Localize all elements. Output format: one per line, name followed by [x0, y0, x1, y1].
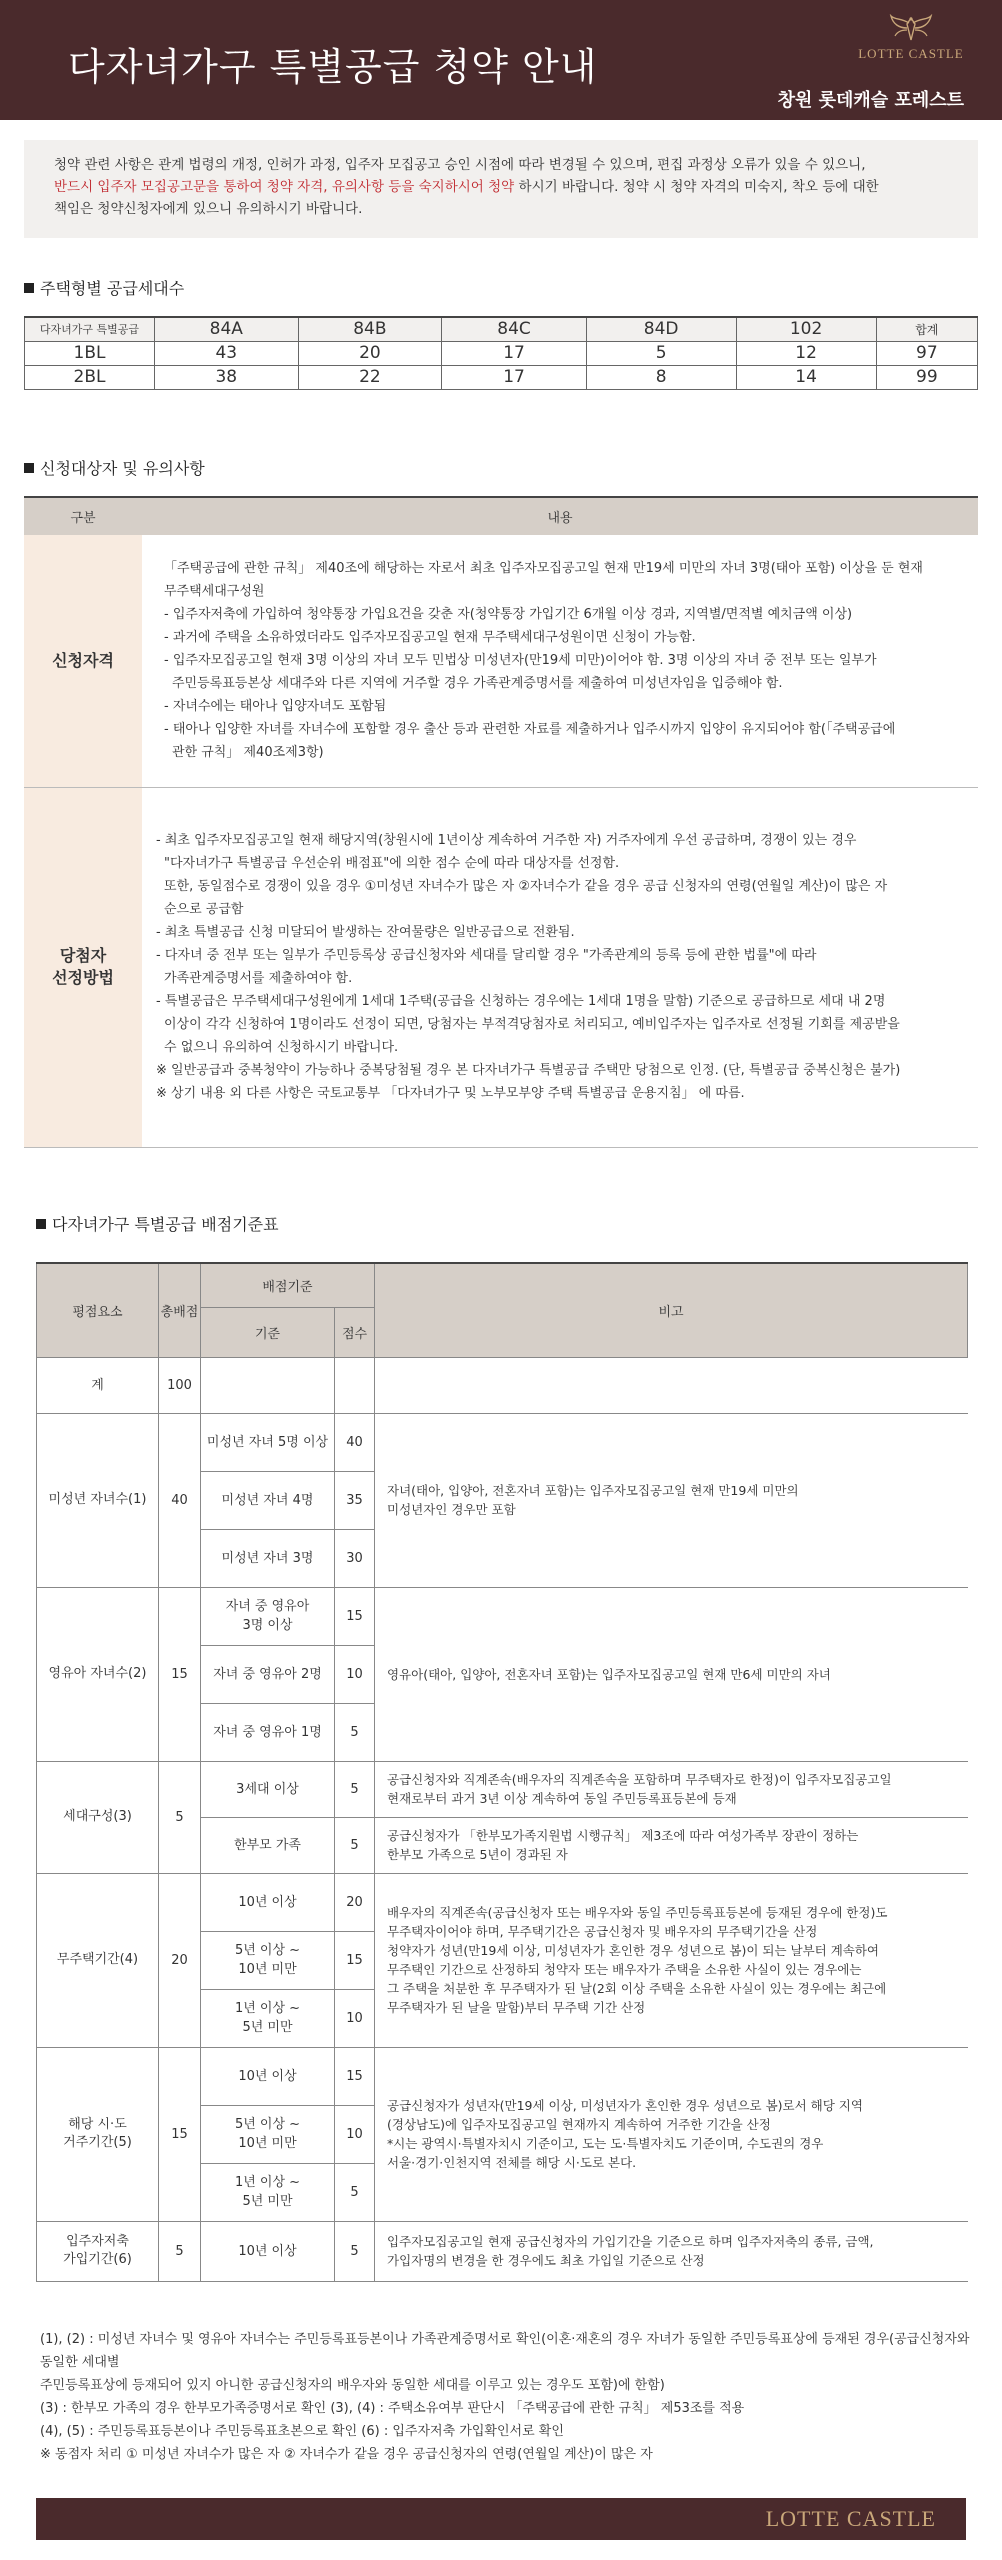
- criteria-cell: [201, 1587, 335, 1645]
- note-line: 청약자가 성년(만19세 이상, 미성년자가 혼인한 경우 성년으로 봄)이 되는 날부터 계속하여: [387, 1943, 879, 1958]
- supply-table: [24, 316, 978, 390]
- note-line: 공급신청자가 「한부모가족지원법 시행규칙」 제3조에 따라 여성가족부 장관이 정하는: [387, 1828, 859, 1843]
- section-title-supply: [24, 276, 184, 299]
- section-title-eligibility: [24, 456, 205, 479]
- note-line: 서울·경기·인천지역 전체를 해당 시·도로 본다.: [387, 2155, 637, 2170]
- section-bullet-icon: [24, 463, 34, 473]
- content-line: 가족관계증명서를 제출하여야 함.: [164, 971, 353, 986]
- header-cell: 84B: [298, 317, 442, 341]
- points-cell: 40: [335, 1413, 375, 1471]
- section-title-text: 신청대상자 및 유의사항: [40, 459, 205, 478]
- factor-cell: 영유아 자녀수(2): [37, 1587, 159, 1761]
- table-row: [37, 1413, 968, 1471]
- note-line: 입주자모집공고일 현재 공급신청자의 가입기간을 기준으로 하며 입주자저축의 종류, 금액,: [387, 2234, 874, 2249]
- notice-text: 하시기 바랍니다. 청약 시 청약 자격의 미숙지, 착오 등에 대한: [514, 179, 879, 195]
- content-line: - 자녀수에는 태아나 입양자녀도 포함됨: [164, 699, 387, 715]
- content-line: ※ 일반공급과 중복청약이 가능하나 중복당첨될 경우 본 다자녀가구 특별공급 주택만 당첨으로 인정. (단, 특별공급 중복신청은 불가): [156, 1063, 901, 1078]
- table-cell: 97: [876, 341, 977, 365]
- header-cell: 구분: [24, 497, 142, 535]
- table-row: [25, 341, 978, 365]
- criteria-line: 1년 이상 ~: [234, 2175, 301, 2190]
- table-row: [37, 1587, 968, 1645]
- table-cell: 1BL: [25, 341, 155, 365]
- factor-line: 거주기간(5): [63, 2135, 132, 2150]
- points-cell: 10: [335, 1989, 375, 2047]
- total-cell: 15: [159, 1587, 201, 1761]
- criteria-cell: [201, 1989, 335, 2047]
- header-cell: 84D: [586, 317, 736, 341]
- table-row: [37, 1357, 968, 1413]
- table-cell: 8: [586, 365, 736, 389]
- footnote-line: ※ 동점자 처리 ① 미성년 자녀수가 많은 자 ② 자녀수가 같을 경우 공급신청자의 연령(연월일 계산)이 많은 자: [40, 2447, 653, 2462]
- criteria-cell: 미성년 자녀 5명 이상: [201, 1413, 335, 1471]
- criteria-line: 1년 이상 ~: [234, 2001, 301, 2016]
- points-cell: 15: [335, 1587, 375, 1645]
- header-cell: 배점기준: [201, 1263, 375, 1307]
- content-line: 이상이 각각 신청하여 1명이라도 선정이 되면, 당첨자는 부적격당첨자로 처리되고, 예비입주자는 입주자로 선정될 기회를 제공받을: [164, 1017, 900, 1032]
- criteria-line: 3명 이상: [242, 1618, 293, 1633]
- complex-name: 창원 롯데캐슬 포레스트: [777, 90, 964, 111]
- points-cell: 5: [335, 2221, 375, 2281]
- criteria-line: 10년 미만: [238, 1962, 297, 1977]
- header-cell: 84C: [442, 317, 587, 341]
- criteria-cell: [201, 2105, 335, 2163]
- footnote-line: (1), (2) : 미성년 자녀수 및 영유아 자녀수는 주민등록표등본이나 가족관계증명서로 확인(이혼·재혼의 경우 자녀가 동일한 주민등록표상에 등재된 경우(공급신청자와 동일한 세대별: [40, 2332, 970, 2370]
- note-line: 미성년자인 경우만 포함: [387, 1502, 516, 1517]
- factor-cell: 미성년 자녀수(1): [37, 1413, 159, 1587]
- row-label: [24, 787, 142, 1147]
- table-cell: 22: [298, 365, 442, 389]
- criteria-line: 5년 이상 ~: [234, 2117, 301, 2132]
- footnote-line: 주민등록표상에 등재되어 있지 아니한 공급신청자의 배우자와 동일한 세대를 이루고 있는 경우도 포함)에 한함): [40, 2378, 665, 2393]
- note-line: 현재로부터 과거 3년 이상 계속하여 동일 주민등록표등본에 등재: [387, 1791, 737, 1806]
- note-line: 공급신청자가 성년자(만19세 이상, 미성년자가 혼인한 경우 성년으로 봄)로서 해당 지역: [387, 2098, 863, 2113]
- factor-cell: [37, 2221, 159, 2281]
- criteria-line: 5년 미만: [242, 2194, 293, 2209]
- empty-cell: [201, 1357, 335, 1413]
- header-cell: 점수: [335, 1307, 375, 1357]
- table-row: [24, 787, 978, 1147]
- factor-cell: 계: [37, 1357, 159, 1413]
- header-cell: 84A: [155, 317, 299, 341]
- section-title-score: [36, 1212, 279, 1235]
- criteria-cell: 미성년 자녀 3명: [201, 1529, 335, 1587]
- table-cell: 99: [876, 365, 977, 389]
- content-line: 관한 규칙」 제40조제3항): [172, 745, 324, 761]
- note-line: 배우자의 직계존속(공급신청자 또는 배우자와 동일 주민등록표등본에 등재된 경우에 한정)도: [387, 1905, 888, 1920]
- criteria-cell: [201, 2163, 335, 2221]
- points-cell: 20: [335, 1873, 375, 1931]
- criteria-cell: 자녀 중 영유아 2명: [201, 1645, 335, 1703]
- total-cell: 15: [159, 2047, 201, 2221]
- header-cell: 기준: [201, 1307, 335, 1357]
- header-cell: 평점요소: [37, 1263, 159, 1357]
- criteria-cell: 미성년 자녀 4명: [201, 1471, 335, 1529]
- empty-cell: [375, 1357, 968, 1413]
- note-line: 무주택자이어야 하며, 무주택기간은 공급신청자 및 배우자의 무주택기간을 산정: [387, 1924, 818, 1939]
- table-cell: 17: [442, 341, 587, 365]
- notice-line: 책임은 청약신청자에게 있으니 유의하시기 바랍니다.: [54, 201, 363, 217]
- total-cell: 20: [159, 1873, 201, 2047]
- page-title: 다자녀가구 특별공급 청약 안내: [68, 45, 598, 89]
- table-row: [24, 535, 978, 787]
- table-row: [37, 2047, 968, 2105]
- criteria-line: 5년 미만: [242, 2020, 293, 2035]
- criteria-cell: 10년 이상: [201, 2221, 335, 2281]
- header-cell: 총배점: [159, 1263, 201, 1357]
- content-line: - 입주자저축에 가입하여 청약통장 가입요건을 갖춘 자(청약통장 가입기간 6개월 이상 경과, 지역별/면적별 예치금액 이상): [164, 607, 853, 623]
- criteria-line: 자녀 중 영유아: [225, 1599, 310, 1614]
- notice-line: [54, 176, 948, 198]
- content-line: - 태아나 입양한 자녀를 자녀수에 포함할 경우 출산 등과 관련한 자료를 제출하거나 입주시까지 입양이 유지되어야 함(「주택공급에: [164, 722, 896, 738]
- table-cell: 2BL: [25, 365, 155, 389]
- content-line: 순으로 공급함: [164, 902, 244, 917]
- total-cell: 5: [159, 2221, 201, 2281]
- criteria-cell: [201, 1931, 335, 1989]
- points-cell: 35: [335, 1471, 375, 1529]
- table-cell: 17: [442, 365, 587, 389]
- factor-line: 가입기간(6): [63, 2252, 132, 2267]
- table-row: [37, 1873, 968, 1931]
- section-title-text: 다자녀가구 특별공급 배점기준표: [52, 1215, 279, 1234]
- table-cell: 14: [736, 365, 876, 389]
- notice-warning: 반드시 입주자 모집공고문을 통하여 청약 자격, 유의사항 등을 숙지하시어 청약: [54, 179, 515, 195]
- criteria-cell: 한부모 가족: [201, 1817, 335, 1873]
- empty-cell: [335, 1357, 375, 1413]
- header-cell: 102: [736, 317, 876, 341]
- table-cell: 5: [586, 341, 736, 365]
- points-cell: 5: [335, 1817, 375, 1873]
- table-cell: 12: [736, 341, 876, 365]
- points-cell: 15: [335, 1931, 375, 1989]
- criteria-line: 10년 미만: [238, 2136, 297, 2151]
- content-line: - 최초 입주자모집공고일 현재 해당지역(창원시에 1년이상 계속하여 거주한 자) 거주자에게 우선 공급하며, 경쟁이 있는 경우: [156, 833, 857, 848]
- header-cell: 비고: [375, 1263, 968, 1357]
- note-line: 공급신청자와 직계존속(배우자의 직계존속을 포함하며 무주택자로 한정)이 입주자모집공고일: [387, 1772, 892, 1787]
- content-line: 수 없으니 유의하여 신청하시기 바랍니다.: [164, 1040, 399, 1055]
- points-cell: 30: [335, 1529, 375, 1587]
- note-cell: [375, 1873, 968, 2047]
- note-line: 한부모 가족으로 5년이 경과된 자: [387, 1847, 568, 1862]
- table-cell: 38: [155, 365, 299, 389]
- factor-cell: [37, 2047, 159, 2221]
- note-cell: [375, 1817, 968, 1873]
- section-bullet-icon: [36, 1219, 46, 1229]
- content-line: - 특별공급은 무주택세대구성원에게 1세대 1주택(공급을 신청하는 경우에는 1세대 1명을 말함) 기준으로 공급하므로 세대 내 2명: [156, 994, 886, 1009]
- note-cell: [375, 1761, 968, 1817]
- note-cell: [375, 1413, 968, 1587]
- note-line: 무주택인 기간으로 산정하되 청약자 또는 배우자가 주택을 소유한 사실이 있는 경우에는: [387, 1962, 862, 1977]
- footnote-line: (3) : 한부모 가족의 경우 한부모가족증명서로 확인 (3), (4) : 주택소유여부 판단시 「주택공급에 관한 규칙」 제53조를 적용: [40, 2401, 745, 2416]
- points-cell: 10: [335, 1645, 375, 1703]
- points-cell: 5: [335, 2163, 375, 2221]
- content-line: 「주택공급에 관한 규칙」 제40조에 해당하는 자로서 최초 입주자모집공고일 현재 만19세 미만의 자녀 3명(태아 포함) 이상을 둔 현재: [164, 561, 923, 577]
- factor-cell: 세대구성(3): [37, 1761, 159, 1873]
- row-label: 신청자격: [24, 535, 142, 787]
- header-cell: 합계: [876, 317, 977, 341]
- eagle-crest-icon: [889, 14, 933, 44]
- criteria-cell: 3세대 이상: [201, 1761, 335, 1817]
- brand-logo: [856, 14, 966, 62]
- table-header-row: [24, 497, 978, 535]
- note-line: 자녀(태아, 입양아, 전혼자녀 포함)는 입주자모집공고일 현재 만19세 미만의: [387, 1483, 799, 1498]
- note-line: *시는 광역시·특별자치시 기준이고, 도는 도·특별자치도 기준이며, 수도권의 경우: [387, 2136, 824, 2151]
- criteria-cell: 10년 이상: [201, 1873, 335, 1931]
- content-line: 무주택세대구성원: [164, 584, 265, 600]
- score-table: [36, 1262, 968, 2282]
- points-cell: 15: [335, 2047, 375, 2105]
- page-footer: [36, 2498, 966, 2540]
- footnote-line: (4), (5) : 주민등록표등본이나 주민등록표초본으로 확인 (6) : 입주자저축 가입확인서로 확인: [40, 2424, 564, 2439]
- factor-line: 입주자저축: [66, 2234, 129, 2249]
- page-header: [0, 0, 1002, 120]
- total-cell: 40: [159, 1413, 201, 1587]
- content-line: - 다자녀 중 전부 또는 일부가 주민등록상 공급신청자와 세대를 달리할 경우 "가족관계의 등록 등에 관한 법률"에 따라: [156, 948, 817, 963]
- row-label-line: 선정방법: [52, 968, 114, 987]
- table-header-row: [25, 317, 978, 341]
- footnotes: [40, 2328, 970, 2466]
- table-cell: 20: [298, 341, 442, 365]
- content-line: 또한, 동일점수로 경쟁이 있을 경우 ①미성년 자녀수가 많은 자 ②자녀수가 같을 경우 공급 신청자의 연령(연월일 계산)이 많은 자: [164, 879, 888, 894]
- header-cell: 다자녀가구 특별공급: [25, 317, 155, 341]
- content-line: "다자녀가구 특별공급 우선순위 배점표"에 의한 점수 순에 따라 대상자를 선정함.: [164, 856, 620, 871]
- eligibility-table: [24, 496, 978, 1148]
- header-cell: 내용: [142, 497, 978, 535]
- note-cell: [375, 2047, 968, 2221]
- total-cell: 5: [159, 1761, 201, 1873]
- points-cell: 5: [335, 1703, 375, 1761]
- points-cell: 5: [335, 1761, 375, 1817]
- logo-text: LOTTE CASTLE: [858, 46, 964, 61]
- note-line: 가입자명의 변경을 한 경우에도 최초 가입일 기준으로 산정: [387, 2253, 705, 2268]
- qualification-content: [142, 535, 978, 787]
- table-cell: 43: [155, 341, 299, 365]
- table-row: [25, 365, 978, 389]
- content-line: 주민등록표등본상 세대주와 다른 지역에 거주할 경우 가족관계증명서를 제출하여 미성년자임을 입증해야 함.: [172, 676, 783, 692]
- table-row: [37, 1761, 968, 1817]
- criteria-cell: 10년 이상: [201, 2047, 335, 2105]
- content-line: - 과거에 주택을 소유하였더라도 입주자모집공고일 현재 무주택세대구성원이면 신청이 가능함.: [164, 630, 696, 646]
- section-title-text: 주택형별 공급세대수: [40, 279, 185, 298]
- table-row: [37, 2221, 968, 2281]
- total-cell: 100: [159, 1357, 201, 1413]
- notice-box: [24, 140, 978, 238]
- notice-line: 청약 관련 사항은 관계 법령의 개정, 인허가 과정, 입주자 모집공고 승인 시점에 따라 변경될 수 있으며, 편집 과정상 오류가 있을 수 있으니,: [54, 157, 866, 173]
- table-header-row: [37, 1263, 968, 1307]
- note-line: (경상남도)에 입주자모집공고일 현재까지 계속하여 거주한 기간을 산정: [387, 2117, 771, 2132]
- criteria-line: 5년 이상 ~: [234, 1943, 301, 1958]
- row-label-line: 당첨자: [59, 946, 107, 965]
- content-line: - 최초 특별공급 신청 미달되어 발생하는 잔여물량은 일반공급으로 전환됨.: [156, 925, 575, 940]
- factor-cell: 무주택기간(4): [37, 1873, 159, 2047]
- note-cell: [375, 2221, 968, 2281]
- content-line: ※ 상기 내용 외 다른 사항은 국토교통부 「다자녀가구 및 노부모부양 주택 특별공급 운용지침」 에 따름.: [156, 1086, 745, 1101]
- note-line: 그 주택을 처분한 후 무주택자가 된 날(2회 이상 주택을 소유한 사실이 있는 경우에는 최근에: [387, 1981, 887, 1996]
- footer-brand: LOTTE CASTLE: [765, 2506, 936, 2531]
- note-cell: 영유아(태아, 입양아, 전혼자녀 포함)는 입주자모집공고일 현재 만6세 미만의 자녀: [375, 1587, 968, 1761]
- criteria-cell: 자녀 중 영유아 1명: [201, 1703, 335, 1761]
- note-line: 무주택자가 된 날을 말함)부터 무주택 기간 산정: [387, 2000, 646, 2015]
- selection-content: [142, 787, 978, 1147]
- points-cell: 10: [335, 2105, 375, 2163]
- factor-line: 해당 시·도: [68, 2117, 127, 2132]
- section-bullet-icon: [24, 283, 34, 293]
- content-line: - 입주자모집공고일 현재 3명 이상의 자녀 모두 민법상 미성년자(만19세 미만)이어야 함. 3명 이상의 자녀 중 전부 또는 일부가: [164, 653, 877, 669]
